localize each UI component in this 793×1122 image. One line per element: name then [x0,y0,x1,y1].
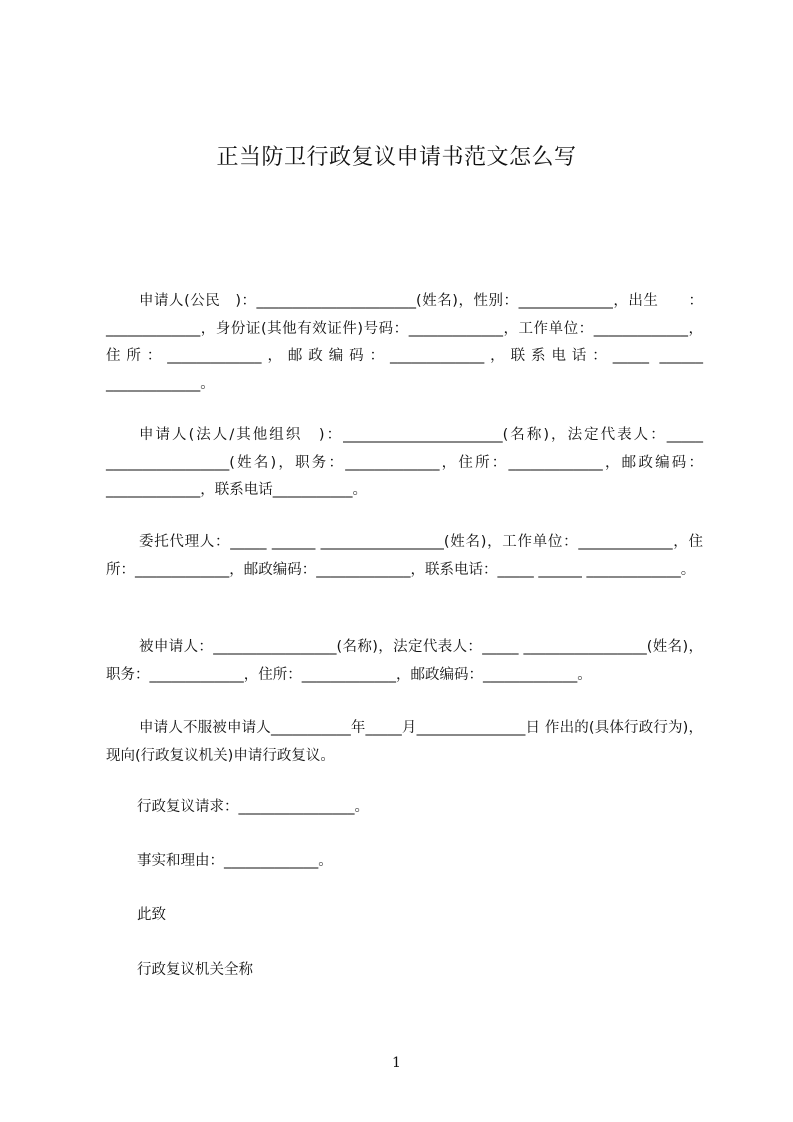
document-title: 正当防卫行政复议申请书范文怎么写 [216,145,577,170]
applicant-organization-paragraph: 申请人(法人/其他组织 )：______________________(名称)，法定代表人：_____ _________________(姓名)，职务：_____________，住所：_____________，邮政编码：_____________，联系电话___________。 [106,427,708,498]
respondent-paragraph: 被申请人：_________________(名称)，法定代表人：_____ _________________(姓名)，职务：_____________，住所：_____________，邮政编码：_____________。 [106,639,703,683]
agent-paragraph: 委托代理人：_____ ______ _________________(姓名)，工作单位：_____________，住所：_____________，邮政编码：_____________，联系电话：_____ ______ _____________。 [106,534,703,578]
statement-paragraph: 申请人不服被申请人___________年_____月_______________日 作出的(具体行政行为)，现向(行政复议机关)申请行政复议。 [106,720,703,764]
page-number: 1 [392,1055,401,1071]
applicant-citizen-paragraph: 申请人(公民 )：______________________(姓名)，性别：_____________，出生 ：_____________，身份证(其他有效证件)号码：_____________，工作单位：_____________，住所：_____________，邮政编码：_____________，联系电话：_____ ______ _____________。 [106,293,708,392]
facts-reasons-line: 事实和理由：_____________。 [137,853,333,869]
review-request-line: 行政复议请求：________________。 [137,799,369,815]
salutation-line: 此致 [137,907,166,923]
authority-name-line: 行政复议机关全称 [137,962,253,978]
